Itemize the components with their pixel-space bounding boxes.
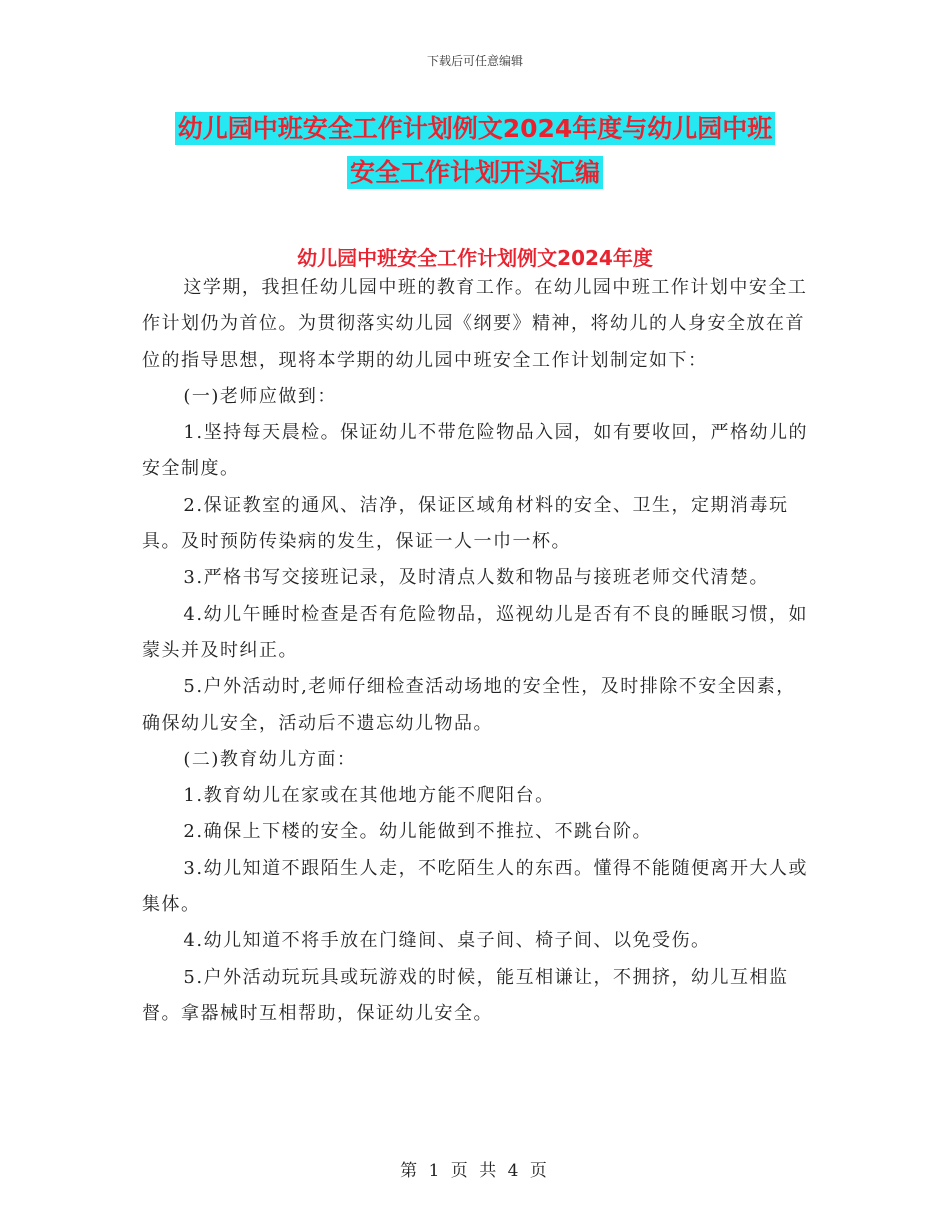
header-note: 下载后可任意编辑 [426,54,523,68]
page-footer: 第 1 页 共 4 页 [400,1161,550,1181]
paragraph: (二)教育幼儿方面： [183,748,357,770]
paragraph: 1.坚持每天晨检。保证幼儿不带危险物品入园，如有要收回，严格幼儿的安全制度。 [142,422,809,480]
paragraph: 这学期，我担任幼儿园中班的教育工作。在幼儿园中班工作计划中安全工作计划仍为首位。为贯彻落实幼儿园《纲要》精神，将幼儿的人身安全放在首位的指导思想，现将本学期的幼儿园中班安全工作计划制定如下： [142,277,808,371]
paragraph: 4.幼儿知道不将手放在门缝间、桌子间、椅子间、以免受伤。 [183,930,711,952]
paragraph: 3.幼儿知道不跟陌生人走，不吃陌生人的东西。懂得不能随便离开大人或集体。 [142,857,809,916]
document-title-line-2 [0,152,950,194]
section-title: 幼儿园中班安全工作计划例文2024年度 [297,246,653,270]
paragraph: 1.教育幼儿在家或在其他地方能不爬阳台。 [183,785,555,807]
title-highlight-2: 安全工作计划开头汇编 [347,156,603,189]
title-highlight-1: 幼儿园中班安全工作计划例文2024年度与幼儿园中班 [175,112,776,145]
paragraph: 5.户外活动玩玩具或玩游戏的时候，能互相谦让，不拥挤，幼儿互相监督。拿器械时互相帮助，保证幼儿安全。 [142,966,789,1024]
document-body [142,270,810,1032]
paragraph: 2.保证教室的通风、洁净，保证区域角材料的安全、卫生，定期消毒玩具。及时预防传染病的发生，保证一人一巾一杯。 [142,494,789,553]
paragraph: 4.幼儿午睡时检查是否有危险物品，巡视幼儿是否有不良的睡眠习惯，如蒙头并及时纠正。 [142,603,809,661]
document-title-line-1 [0,108,950,150]
paragraph: 3.严格书写交接班记录，及时清点人数和物品与接班老师交代清楚。 [183,567,770,589]
paragraph: 5.户外活动时,老师仔细检查活动场地的安全性，及时排除不安全因素，确保幼儿安全，活动后不遗忘幼儿物品。 [142,676,796,734]
paragraph: 2.确保上下楼的安全。幼儿能做到不推拉、不跳台阶。 [183,821,653,843]
paragraph: (一)老师应做到： [183,385,337,407]
